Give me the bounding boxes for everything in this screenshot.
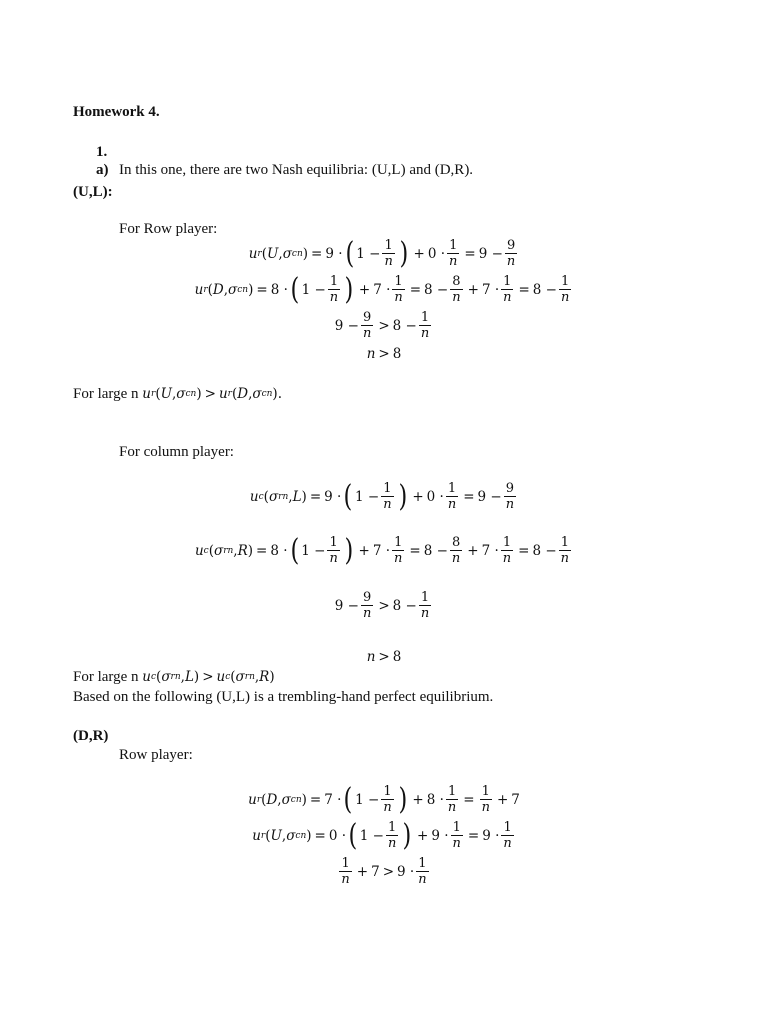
ul-section-title: (U,L): [73, 184, 113, 200]
equation-ur-u: u r ( U , σ c n ) = 9 · ( 1 − $\frac{1}{n}$ ) + 0 · $\frac{1}{n}$ = 9 − $\frac{9}{n}$ [248, 235, 516, 271]
equation-uc-r: u c ( σ r n , R ) = 8 · ( 1 − $\frac{1}{n}$ ) + 7 · $\frac{1}{n}$ = 8 − $\frac{8}{n}$ + 7 · $\frac{1}{n}$ = 8 − $\frac{1}{n}$ [194, 532, 570, 568]
condition-n-gt-8-column: n > 8 [366, 649, 402, 665]
inequality-row-dr: $\frac{1}{n}$ + 7 > 9 · $\frac{1}{n}$ [341, 856, 427, 887]
ul-column-conclusion: For large n u c ( σ r n , L ) > u c ( σ r n , R ) [73, 669, 275, 685]
ul-summary: Based on the following (U,L) is a trembling-hand perfect equilibrium. [73, 689, 494, 705]
dr-row-player-label: Row player: [119, 747, 193, 763]
problem-number: 1. [96, 144, 108, 160]
inequality-column-ul: 9 − $\frac{9}{n}$ > 8 − $\frac{1}{n}$ [334, 590, 430, 621]
ul-row-conclusion: For large n u r ( U , σ c n ) > u r ( D , σ c n ). [73, 386, 282, 402]
equation-ur-d-dr: u r ( D , σ c n ) = 7 · ( 1 − $\frac{1}{n}$ ) + 8 · $\frac{1}{n}$ = $\frac{1}{n}$ + 7 [248, 781, 520, 817]
page-title: Homework 4. [73, 104, 160, 120]
condition-n-gt-8-row: n > 8 [366, 346, 402, 362]
equation-ur-d: u r ( D , σ c n ) = 8 · ( 1 − $\frac{1}{n}$ ) + 7 · $\frac{1}{n}$ = 8 − $\frac{8}{n}$ + 7 · $\frac{1}{n}$ = 8 − $\frac{1}{n}$ [194, 271, 570, 307]
ul-column-player-label: For column player: [119, 444, 234, 460]
dr-section-title: (D,R) [73, 728, 109, 744]
part-a-marker: a) [96, 162, 109, 178]
part-a-text: In this one, there are two Nash equilibria: (U,L) and (D,R). [119, 162, 474, 178]
inequality-row-ul: 9 − $\frac{9}{n}$ > 8 − $\frac{1}{n}$ [334, 310, 430, 341]
ul-row-player-label: For Row player: [119, 221, 218, 237]
equation-uc-l: u c ( σ r n , L ) = 9 · ( 1 − $\frac{1}{n}$ ) + 0 · $\frac{1}{n}$ = 9 − $\frac{9}{n}$ [249, 478, 515, 514]
equation-ur-u-dr: u r ( U , σ c n ) = 0 · ( 1 − $\frac{1}{n}$ ) + 9 · $\frac{1}{n}$ = 9 · $\frac{1}{n}$ [252, 817, 512, 853]
